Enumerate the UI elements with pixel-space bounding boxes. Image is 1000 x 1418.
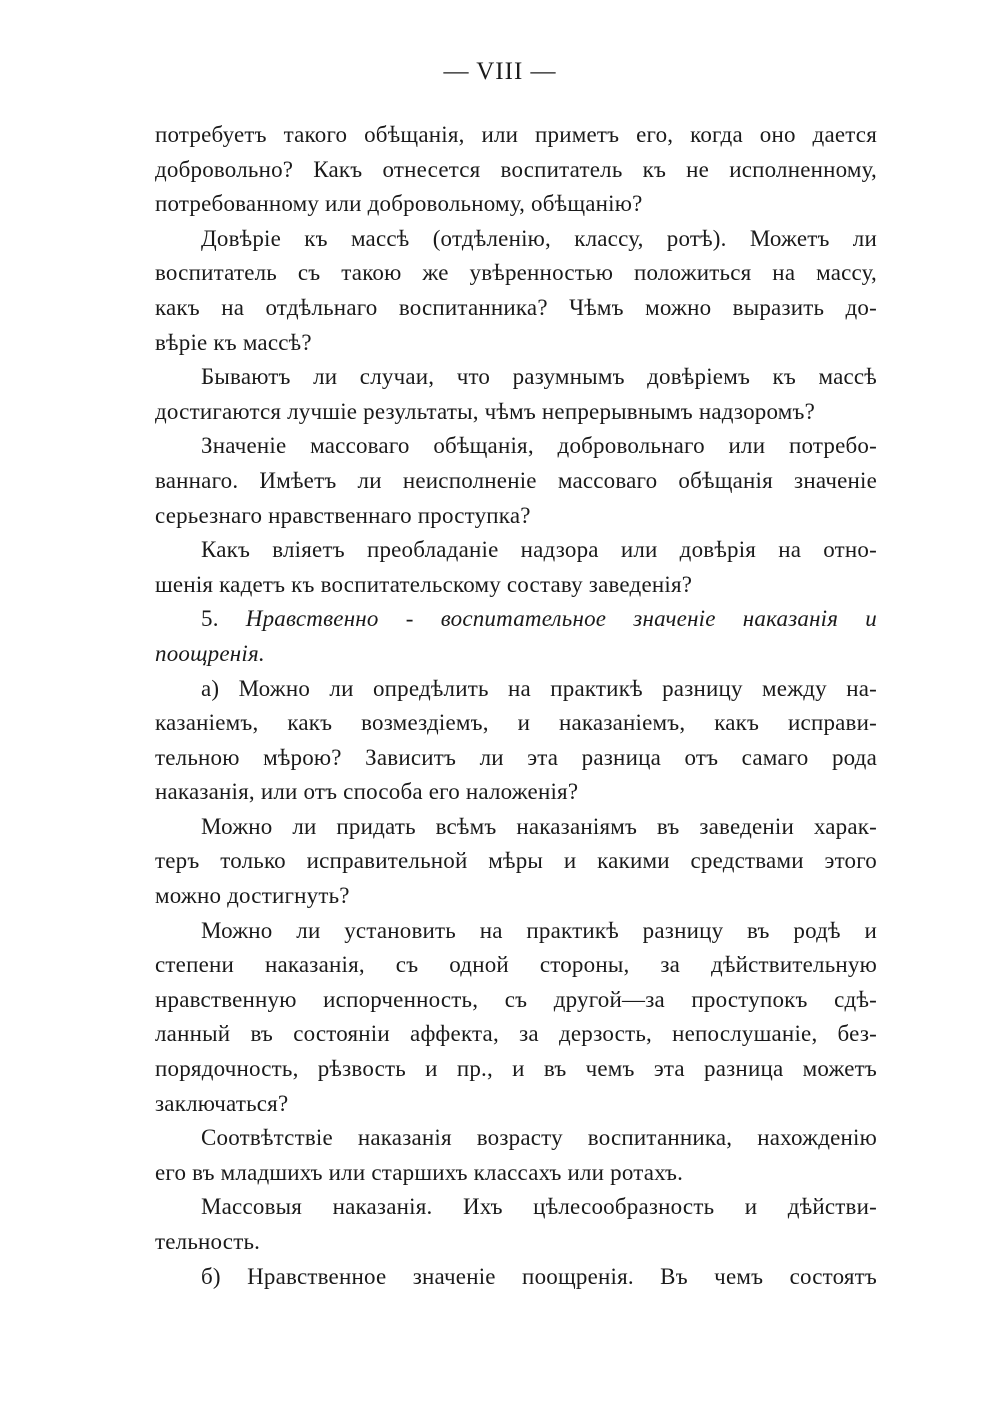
text-line: наказанія, или отъ способа его наложенія? <box>155 779 579 805</box>
text-line: Бываютъ ли случаи, что разумнымъ довѣріемъ къ массѣ <box>201 364 877 390</box>
text-line: тельность. <box>155 1229 261 1254</box>
text-line: вѣріе къ массѣ? <box>155 329 312 355</box>
text-line: Можно ли придать всѣмъ наказаніямъ въ заведеніи харак- <box>201 813 877 839</box>
text-line: его въ младшихъ или старшихъ классахъ или ротахъ. <box>155 1159 684 1185</box>
section-heading-continued <box>155 637 877 672</box>
text-line: тельною мѣрою? Зависитъ ли эта разница отъ самаго рода <box>155 744 877 770</box>
text-line: достигаются лучшіе результаты, чѣмъ непрерывнымъ надзоромъ? <box>155 398 815 424</box>
text-line: Можно ли установить на практикѣ разницу въ родѣ и <box>201 917 877 943</box>
section-title: Нравственно - воспитательное значеніе наказанія и <box>245 606 877 632</box>
text-line: серьезнаго нравственнаго проступка? <box>155 502 531 528</box>
section-number: 5. <box>201 606 219 632</box>
text-line: воспитатель съ такою же увѣренностью положиться на массу, <box>155 260 877 286</box>
text-line: Довѣріе къ массѣ (отдѣленію, классу, ротѣ). Можетъ ли <box>201 225 877 251</box>
text-line: Соотвѣтствіе наказанія возрасту воспитанника, нахожденію <box>201 1125 877 1151</box>
text-line: Значеніе массоваго обѣщанія, добровольнаго или потребо- <box>201 433 877 459</box>
text-line: нравственную испорченность, съ другой—за проступокъ сдѣ- <box>155 986 877 1012</box>
text-line: теръ только исправительной мѣры и какими средствами этого <box>155 848 877 874</box>
text-line: Массовыя наказанія. Ихъ цѣлесообразность и дѣйстви- <box>201 1194 877 1220</box>
text-line: потребуетъ такого обѣщанія, или приметъ его, когда оно дается <box>155 122 877 147</box>
page-number: — VIII — <box>443 58 557 85</box>
text-line: можно достигнуть? <box>155 883 350 909</box>
text-line: какъ на отдѣльнаго воспитанника? Чѣмъ можно выразить до- <box>155 294 877 320</box>
text-line: заключаться? <box>155 1090 289 1116</box>
text-line: добровольно? Какъ отнесется воспитатель къ не исполненному, <box>155 156 877 182</box>
text-line: потребованному или добровольному, обѣщанію? <box>155 191 643 217</box>
text-line: а) Можно ли опредѣлить на практикѣ разницу между на- <box>201 675 877 701</box>
text-line: ваннаго. Имѣетъ ли неисполненіе массоваго обѣщанія значеніе <box>155 467 877 493</box>
text-line: степени наказанія, съ одной стороны, за дѣйствительную <box>155 952 877 978</box>
text-line: Какъ вліяетъ преобладаніе надзора или довѣрія на отно- <box>201 537 877 563</box>
section-title-continued: поощренія. <box>155 640 265 666</box>
text-line: ланный въ состояніи аффекта, за дерзость, непослушаніе, без- <box>155 1021 877 1047</box>
section-heading <box>155 602 877 637</box>
page-body-text <box>155 118 877 1294</box>
text-line: б) Нравственное значеніе поощренія. Въ чемъ состоятъ <box>201 1263 877 1289</box>
text-line: шенія кадетъ къ воспитательскому составу заведенія? <box>155 571 693 597</box>
text-line: казаніемъ, какъ возмездіемъ, и наказаніемъ, какъ исправи- <box>155 710 877 736</box>
text-line: порядочность, рѣзвость и пр., и въ чемъ эта разница можетъ <box>155 1056 877 1082</box>
